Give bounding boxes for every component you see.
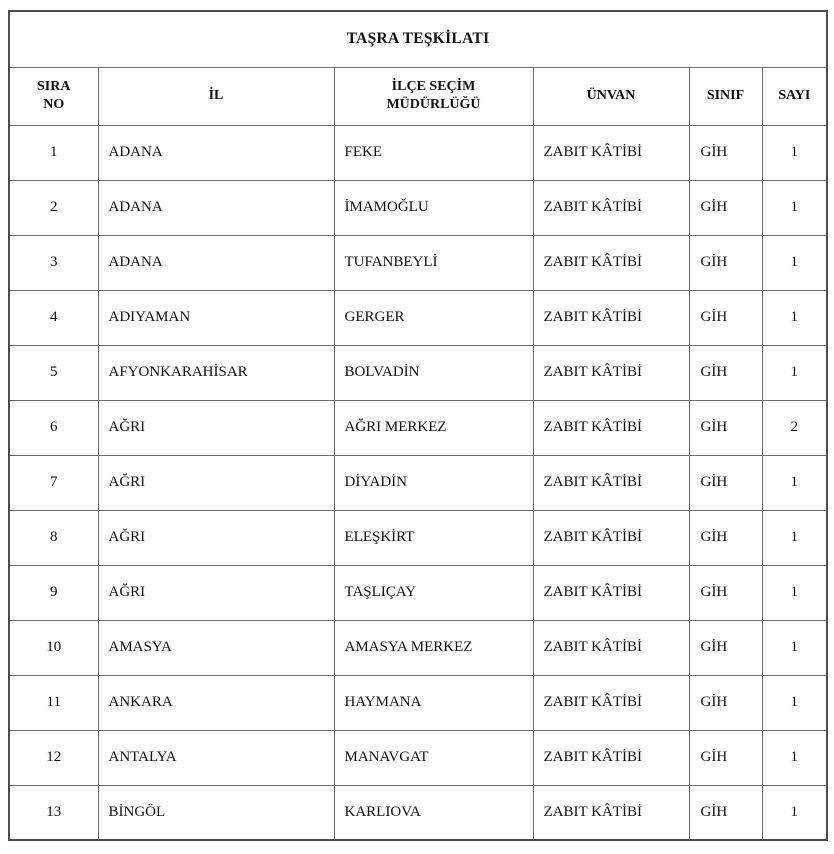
cell-ilce-secim-mudurlugu: TAŞLIÇAY: [334, 565, 533, 620]
cell-ilce-secim-mudurlugu: İMAMOĞLU: [334, 180, 533, 235]
cell-sayi: 1: [762, 565, 827, 620]
table-row: [9, 785, 827, 840]
cell-il: AĞRI: [98, 510, 334, 565]
cell-sayi: 1: [762, 290, 827, 345]
column-header-il: [98, 67, 334, 125]
cell-sira-no: 11: [9, 675, 98, 730]
cell-sira-no: 4: [9, 290, 98, 345]
cell-sira-no: 6: [9, 400, 98, 455]
cell-sayi: 1: [762, 620, 827, 675]
cell-unvan: ZABIT KÂTİBİ: [533, 290, 689, 345]
cell-ilce-secim-mudurlugu: TUFANBEYLİ: [334, 235, 533, 290]
cell-ilce-secim-mudurlugu: AĞRI MERKEZ: [334, 400, 533, 455]
cell-il: AFYONKARAHİSAR: [98, 345, 334, 400]
cell-ilce-secim-mudurlugu: ELEŞKİRT: [334, 510, 533, 565]
table-row: [9, 235, 827, 290]
cell-sinif: GİH: [689, 620, 762, 675]
cell-unvan: ZABIT KÂTİBİ: [533, 180, 689, 235]
cell-ilce-secim-mudurlugu: FEKE: [334, 125, 533, 180]
cell-ilce-secim-mudurlugu: GERGER: [334, 290, 533, 345]
cell-unvan: ZABIT KÂTİBİ: [533, 455, 689, 510]
table-header-row: [9, 67, 827, 125]
cell-ilce-secim-mudurlugu: HAYMANA: [334, 675, 533, 730]
cell-il: AĞRI: [98, 455, 334, 510]
column-header-sira-no: [9, 67, 98, 125]
cell-il: ADANA: [98, 180, 334, 235]
cell-sayi: 1: [762, 125, 827, 180]
cell-sira-no: 5: [9, 345, 98, 400]
cell-sira-no: 1: [9, 125, 98, 180]
cell-il: AĞRI: [98, 400, 334, 455]
cell-unvan: ZABIT KÂTİBİ: [533, 730, 689, 785]
cell-sayi: 1: [762, 345, 827, 400]
cell-unvan: ZABIT KÂTİBİ: [533, 235, 689, 290]
cell-il: ANTALYA: [98, 730, 334, 785]
column-header-il-label: İL: [208, 87, 224, 103]
cell-il: AĞRI: [98, 565, 334, 620]
cell-sinif: GİH: [689, 675, 762, 730]
cell-sinif: GİH: [689, 565, 762, 620]
cell-sira-no: 2: [9, 180, 98, 235]
table-row: [9, 180, 827, 235]
cell-ilce-secim-mudurlugu: BOLVADİN: [334, 345, 533, 400]
table-title: TAŞRA TEŞKİLATI: [9, 11, 827, 67]
cell-unvan: ZABIT KÂTİBİ: [533, 675, 689, 730]
cell-il: ANKARA: [98, 675, 334, 730]
cell-unvan: ZABIT KÂTİBİ: [533, 400, 689, 455]
table-row: [9, 510, 827, 565]
table-row: [9, 400, 827, 455]
cell-sinif: GİH: [689, 455, 762, 510]
cell-sira-no: 9: [9, 565, 98, 620]
cell-sira-no: 8: [9, 510, 98, 565]
cell-sira-no: 12: [9, 730, 98, 785]
cell-sayi: 1: [762, 675, 827, 730]
cell-sinif: GİH: [689, 510, 762, 565]
cell-il: ADANA: [98, 125, 334, 180]
cell-sinif: GİH: [689, 730, 762, 785]
table-row: [9, 730, 827, 785]
table-row: [9, 125, 827, 180]
cell-sayi: 1: [762, 510, 827, 565]
table-body: [9, 125, 827, 840]
table-row: [9, 675, 827, 730]
cell-sira-no: 10: [9, 620, 98, 675]
column-header-ilce-secim-mudurlugu: [334, 67, 533, 125]
column-header-sayi: [762, 67, 827, 125]
cell-unvan: ZABIT KÂTİBİ: [533, 510, 689, 565]
cell-sira-no: 3: [9, 235, 98, 290]
table-row: [9, 620, 827, 675]
cell-il: ADANA: [98, 235, 334, 290]
cell-sinif: GİH: [689, 235, 762, 290]
tasra-teskilati-table: [8, 10, 828, 841]
cell-sinif: GİH: [689, 400, 762, 455]
cell-unvan: ZABIT KÂTİBİ: [533, 785, 689, 840]
column-header-sayi-label: SAYI: [778, 87, 811, 103]
cell-il: AMASYA: [98, 620, 334, 675]
column-header-ilce-label: İLÇE SEÇİM MÜDÜRLÜĞÜ: [386, 78, 481, 112]
column-header-sinif: [689, 67, 762, 125]
column-header-unvan: [533, 67, 689, 125]
table-title-row: [9, 11, 827, 67]
cell-unvan: ZABIT KÂTİBİ: [533, 345, 689, 400]
cell-sinif: GİH: [689, 290, 762, 345]
cell-sayi: 1: [762, 455, 827, 510]
cell-sayi: 2: [762, 400, 827, 455]
cell-il: BİNGÖL: [98, 785, 334, 840]
cell-sinif: GİH: [689, 785, 762, 840]
table-row: [9, 455, 827, 510]
cell-ilce-secim-mudurlugu: AMASYA MERKEZ: [334, 620, 533, 675]
column-header-sira-no-label: SIRA NO: [37, 78, 71, 112]
cell-sinif: GİH: [689, 345, 762, 400]
column-header-sinif-label: SINIF: [706, 87, 745, 103]
cell-unvan: ZABIT KÂTİBİ: [533, 565, 689, 620]
cell-ilce-secim-mudurlugu: MANAVGAT: [334, 730, 533, 785]
cell-ilce-secim-mudurlugu: KARLIOVA: [334, 785, 533, 840]
cell-sayi: 1: [762, 730, 827, 785]
cell-ilce-secim-mudurlugu: DİYADİN: [334, 455, 533, 510]
cell-il: ADIYAMAN: [98, 290, 334, 345]
cell-sira-no: 7: [9, 455, 98, 510]
cell-unvan: ZABIT KÂTİBİ: [533, 125, 689, 180]
cell-sira-no: 13: [9, 785, 98, 840]
cell-sinif: GİH: [689, 125, 762, 180]
cell-sinif: GİH: [689, 180, 762, 235]
column-header-unvan-label: ÜNVAN: [586, 87, 636, 103]
cell-sayi: 1: [762, 180, 827, 235]
cell-unvan: ZABIT KÂTİBİ: [533, 620, 689, 675]
table-row: [9, 565, 827, 620]
cell-sayi: 1: [762, 785, 827, 840]
table-row: [9, 345, 827, 400]
cell-sayi: 1: [762, 235, 827, 290]
table-row: [9, 290, 827, 345]
